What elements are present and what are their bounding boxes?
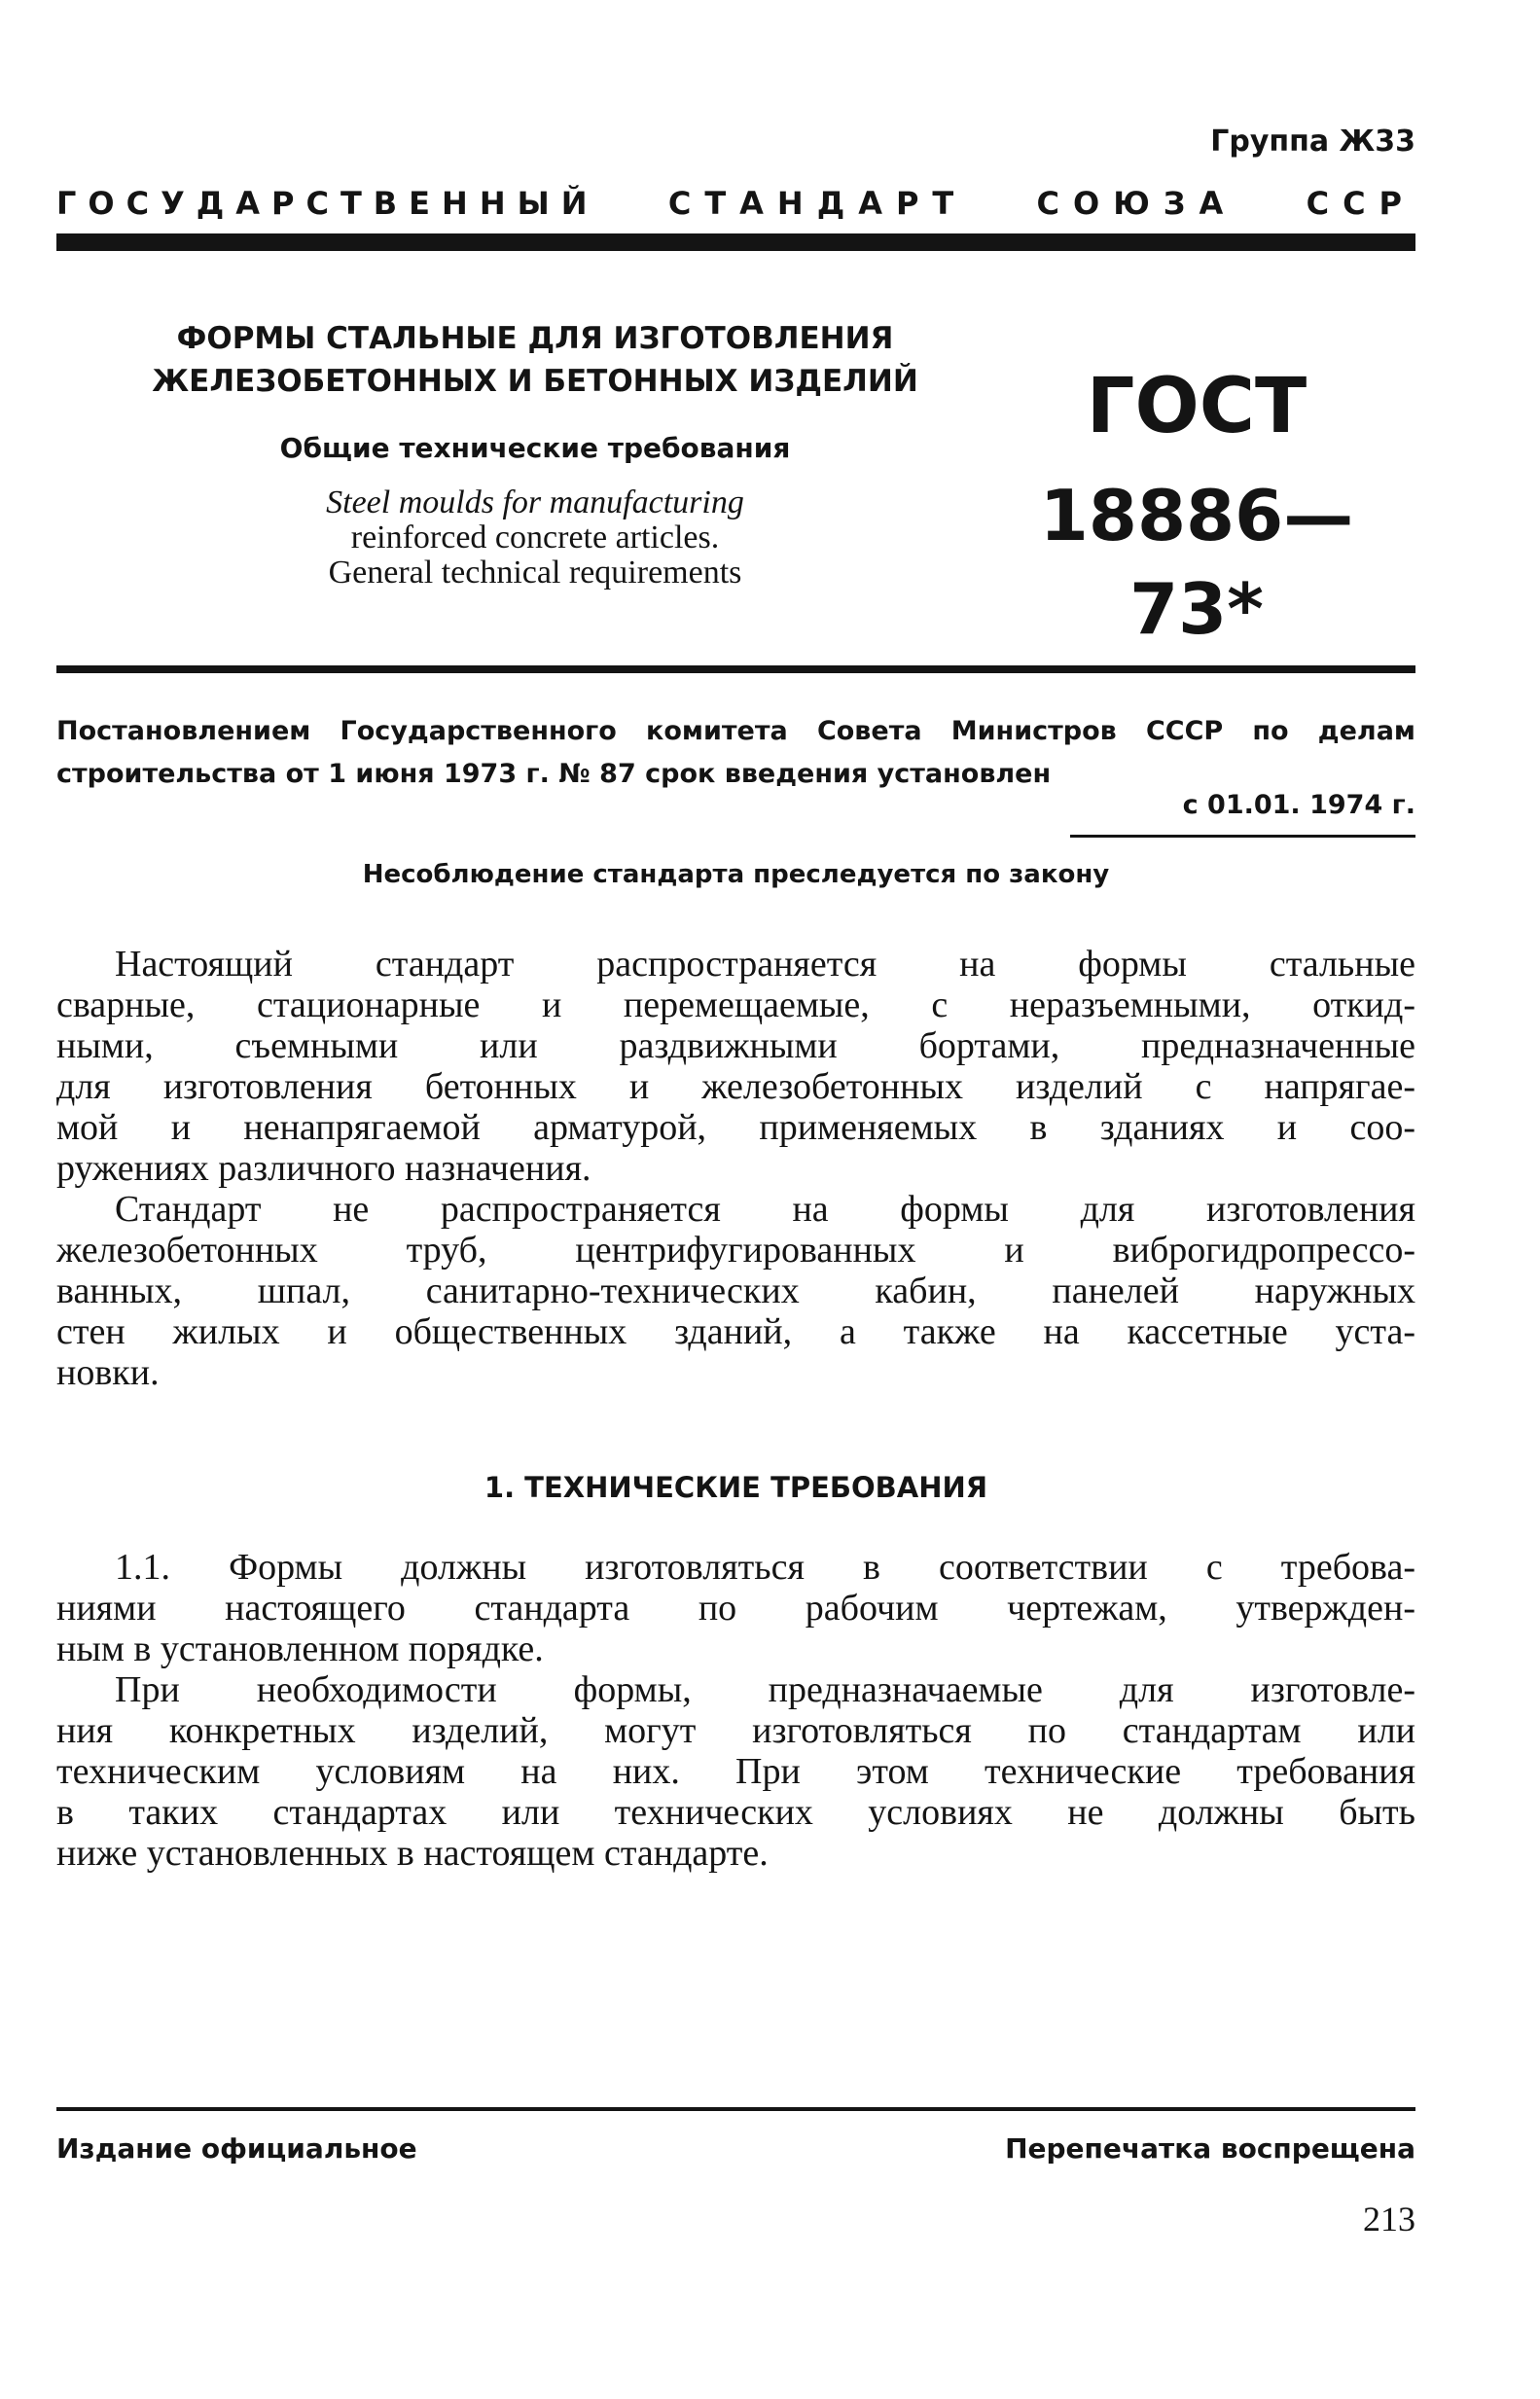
- english-title-line: Steel moulds for manufacturing: [326, 484, 744, 520]
- text-line: техническим условиям на них. При этом технические требования: [56, 1751, 1415, 1792]
- header-word: СОЮЗА: [1036, 185, 1237, 222]
- standard-header: [56, 185, 1415, 222]
- text-line: ными, съемными или раздвижными бортами, предназначенные: [56, 1025, 1415, 1066]
- english-title-line: reinforced concrete articles.: [350, 519, 720, 555]
- date-rule: [1070, 835, 1415, 838]
- text-line: ванных, шпал, санитарно-технических кабин, панелей наружных: [56, 1271, 1415, 1311]
- text-line: сварные, стационарные и перемещаемые, с неразъемными, откид-: [56, 985, 1415, 1025]
- page-number: 213: [1363, 2200, 1415, 2238]
- decree-date: с 01.01. 1974 г.: [1182, 790, 1415, 820]
- text-line: Стандарт не распространяется на формы для изготовления: [115, 1189, 1415, 1230]
- paragraph: [56, 1669, 1415, 1874]
- title-rule: [56, 665, 1415, 673]
- edition-note: Издание официальное: [56, 2132, 417, 2165]
- text-line: мой и ненапрягаемой арматурой, применяемых в зданиях и соо-: [56, 1107, 1415, 1148]
- gost-number: 18886—73*: [1039, 475, 1354, 650]
- text-line: 1.1. Формы должны изготовляться в соответствии с требова-: [115, 1547, 1415, 1588]
- text-line: в таких стандартах или технических условиях не должны быть: [56, 1792, 1415, 1833]
- section-text: [56, 1547, 1415, 1874]
- text-line: новки.: [56, 1352, 160, 1393]
- reprint-note: Перепечатка воспрещена: [1005, 2132, 1415, 2165]
- section-heading: 1. ТЕХНИЧЕСКИЕ ТРЕБОВАНИЯ: [483, 1471, 988, 1504]
- text-line: ружениях различного назначения.: [56, 1148, 591, 1189]
- text-line: стен жилых и общественных зданий, а также на кассетные уста-: [56, 1311, 1415, 1352]
- legal-warning: Несоблюдение стандарта преследуется по закону: [362, 860, 1110, 889]
- document-title-line: ФОРМЫ СТАЛЬНЫЕ ДЛЯ ИЗГОТОВЛЕНИЯ: [176, 321, 894, 356]
- header-word: ГОСУДАРСТВЕННЫЙ: [56, 185, 599, 222]
- paragraph: [56, 944, 1415, 1189]
- header-word: СТАНДАРТ: [667, 185, 968, 222]
- paragraph: [56, 1189, 1415, 1393]
- text-line: железобетонных труб, центрифугированных и виброгидропрессо-: [56, 1230, 1415, 1271]
- text-line: ниже установленных в настоящем стандарте.: [56, 1833, 769, 1874]
- text-line: для изготовления бетонных и железобетонных изделий с напрягае-: [56, 1066, 1415, 1107]
- document-subtitle: Общие технические требования: [279, 432, 791, 464]
- text-line: При необходимости формы, предназначаемые для изготовле-: [115, 1669, 1415, 1710]
- text-line: Настоящий стандарт распространяется на формы стальные: [115, 944, 1415, 985]
- header-rule: [56, 233, 1415, 251]
- decree-text: Постановлением Государственного комитета Совета Министров СССР по делам строительства от 1 июня 1973 г. № 87 срок введения установлен: [56, 716, 1415, 789]
- gost-label: ГОСТ: [1086, 363, 1307, 450]
- group-code: Группа Ж33: [1210, 125, 1415, 159]
- text-line: ным в установленном порядке.: [56, 1629, 544, 1669]
- english-title: [146, 485, 924, 591]
- gost-designation: [973, 360, 1420, 656]
- header-word: ССР: [1306, 185, 1415, 222]
- paragraph: [56, 1547, 1415, 1669]
- footer-rule: [56, 2107, 1415, 2111]
- title-block: [146, 317, 924, 591]
- text-line: ния конкретных изделий, могут изготовляться по стандартам или: [56, 1710, 1415, 1751]
- intro-text: [56, 944, 1415, 1393]
- text-line: ниями настоящего стандарта по рабочим чертежам, утвержден-: [56, 1588, 1415, 1629]
- document-title-line: ЖЕЛЕЗОБЕТОННЫХ И БЕТОННЫХ ИЗДЕЛИЙ: [152, 364, 918, 399]
- english-title-line: General technical requirements: [328, 555, 742, 591]
